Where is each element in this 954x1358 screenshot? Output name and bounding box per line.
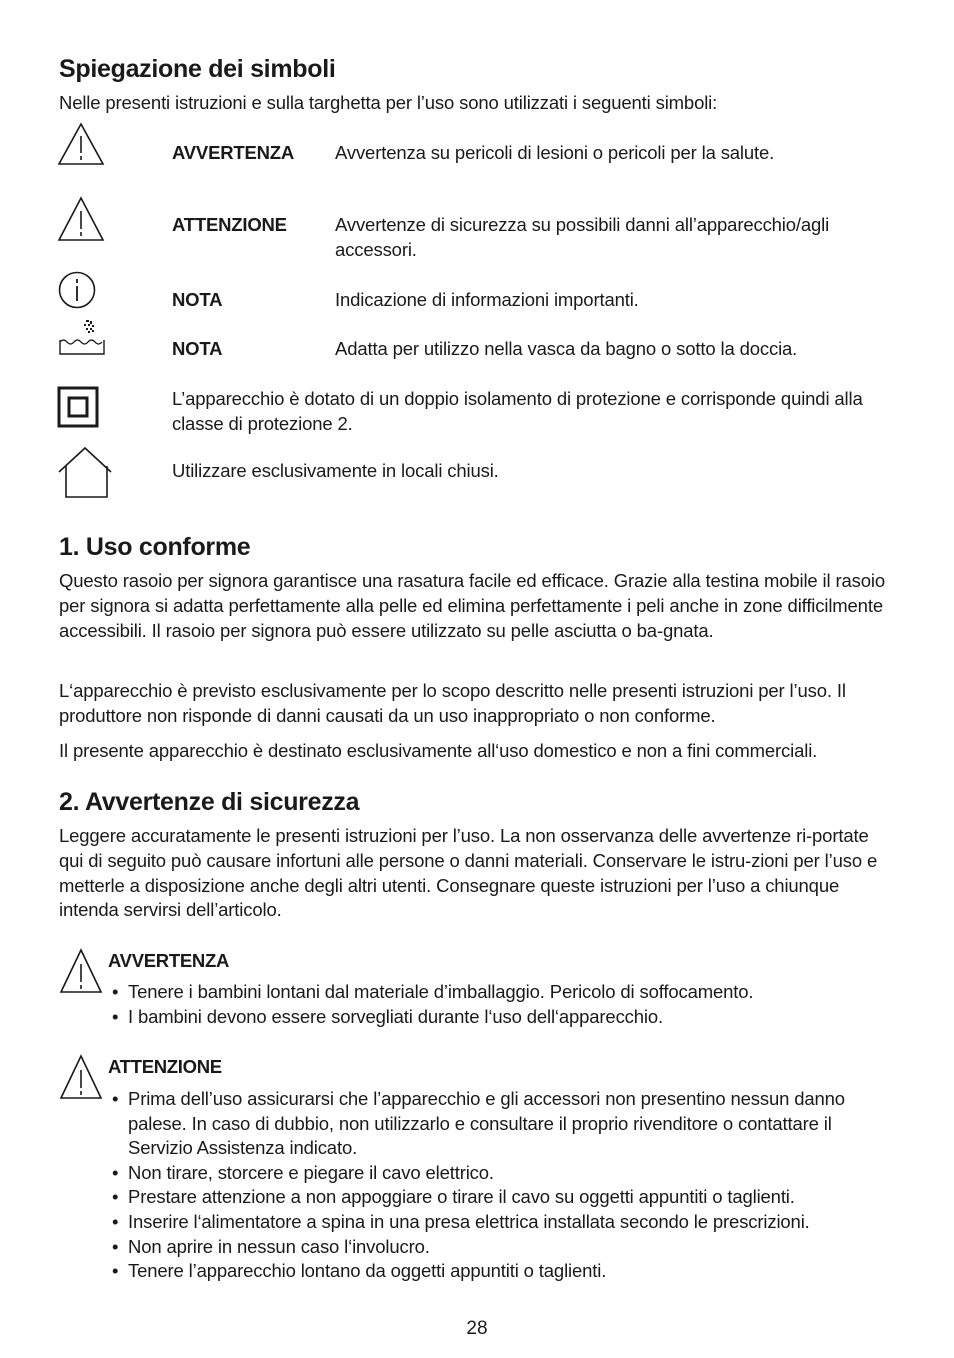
section-2-heading: 2. Avvertenze di sicurezza [59,788,360,816]
warning-list [112,980,892,1029]
list-item: • Non tirare, storcere e piegare il cavo elettrico. [112,1161,892,1186]
symbol-description: Utilizzare esclusivamente in locali chiusi. [172,460,499,481]
list-item: • I bambini devono essere sorvegliati durante l‘uso dell‘apparecchio. [112,1005,892,1030]
symbol-description: Adatta per utilizzo nella vasca da bagno o sotto la doccia. [335,338,798,359]
symbol-description: L’apparecchio è dotato di un doppio isolamento di protezione e corrisponde quindi alla classe di protezione 2. [172,388,863,434]
house-icon [57,446,113,500]
warning-triangle-icon [57,122,105,166]
caution-list [112,1087,892,1284]
symbol-label: NOTA [172,289,223,310]
symbol-description: Indicazione di informazioni importanti. [335,289,639,310]
list-item: • Non aprire in nessun caso l‘involucro. [112,1235,892,1260]
section-1-heading: 1. Uso conforme [59,533,251,561]
list-item: • Tenere l’apparecchio lontano da oggetti appuntiti o taglienti. [112,1259,892,1284]
list-item: • Tenere i bambini lontani dal materiale d’imballaggio. Pericolo di soffocamento. [112,980,892,1005]
section-1-paragraph: Il presente apparecchio è destinato esclusivamente all‘uso domestico e non a fini commerciali. [59,740,818,761]
list-item: • Prima dell’uso assicurarsi che l’apparecchio e gli accessori non presentino nessun danno palese. In caso di dubbio, non utilizzarlo e consultare il proprio rivenditore o contattare il Servizio Assistenza indicato. [112,1087,892,1161]
shower-bath-icon [57,318,107,358]
warning-triangle-icon [59,1054,103,1100]
page-number: 28 [466,1318,488,1339]
symbol-label: NOTA [172,338,223,359]
list-item: • Prestare attenzione a non appoggiare o tirare il cavo su oggetti appuntiti o taglienti. [112,1185,892,1210]
caution-title: ATTENZIONE [108,1056,222,1077]
symbol-label: ATTENZIONE [172,214,287,235]
warning-triangle-icon [59,948,103,994]
symbol-description: Avvertenza su pericoli di lesioni o pericoli per la salute. [335,142,775,163]
section-1-paragraph: Questo rasoio per signora garantisce una rasatura facile ed efficace. Grazie alla testina mobile il rasoio per signora si adatta perfettamente alla pelle ed elimina perfettamente i peli anche in zone difficilmente accessibili. Il rasoio per signora può essere utilizzato su pelle asciutta o ba-gnata. [59,570,885,641]
warning-triangle-icon [57,196,105,242]
symbol-label: AVVERTENZA [172,142,295,163]
symbol-description: Avvertenze di sicurezza su possibili danni all’apparecchio/agli accessori. [335,214,830,260]
symbols-intro: Nelle presenti istruzioni e sulla targhetta per l’uso sono utilizzati i seguenti simboli: [59,92,718,113]
warning-title: AVVERTENZA [108,950,230,971]
section-1-paragraph: L‘apparecchio è previsto esclusivamente per lo scopo descritto nelle presenti istruzioni per l’uso. Il produttore non risponde di danni causati da un uso inappropriato o non conforme. [59,680,846,726]
double-insulation-icon [57,386,99,428]
symbols-heading: Spiegazione dei simboli [59,55,336,83]
info-icon [57,270,97,310]
section-2-intro: Leggere accuratamente le presenti istruzioni per l’uso. La non osservanza delle avvertenze ri-portate qui di seguito può causare infortuni alle persone o danni materiali. Conservare le istru-zioni per l’uso e metterle a disposizione anche degli altri utenti. Consegnare queste istruzioni per l’uso a chiunque intenda servirsi dell’articolo. [59,825,878,921]
list-item: • Inserire l‘alimentatore a spina in una presa elettrica installata secondo le prescrizioni. [112,1210,892,1235]
